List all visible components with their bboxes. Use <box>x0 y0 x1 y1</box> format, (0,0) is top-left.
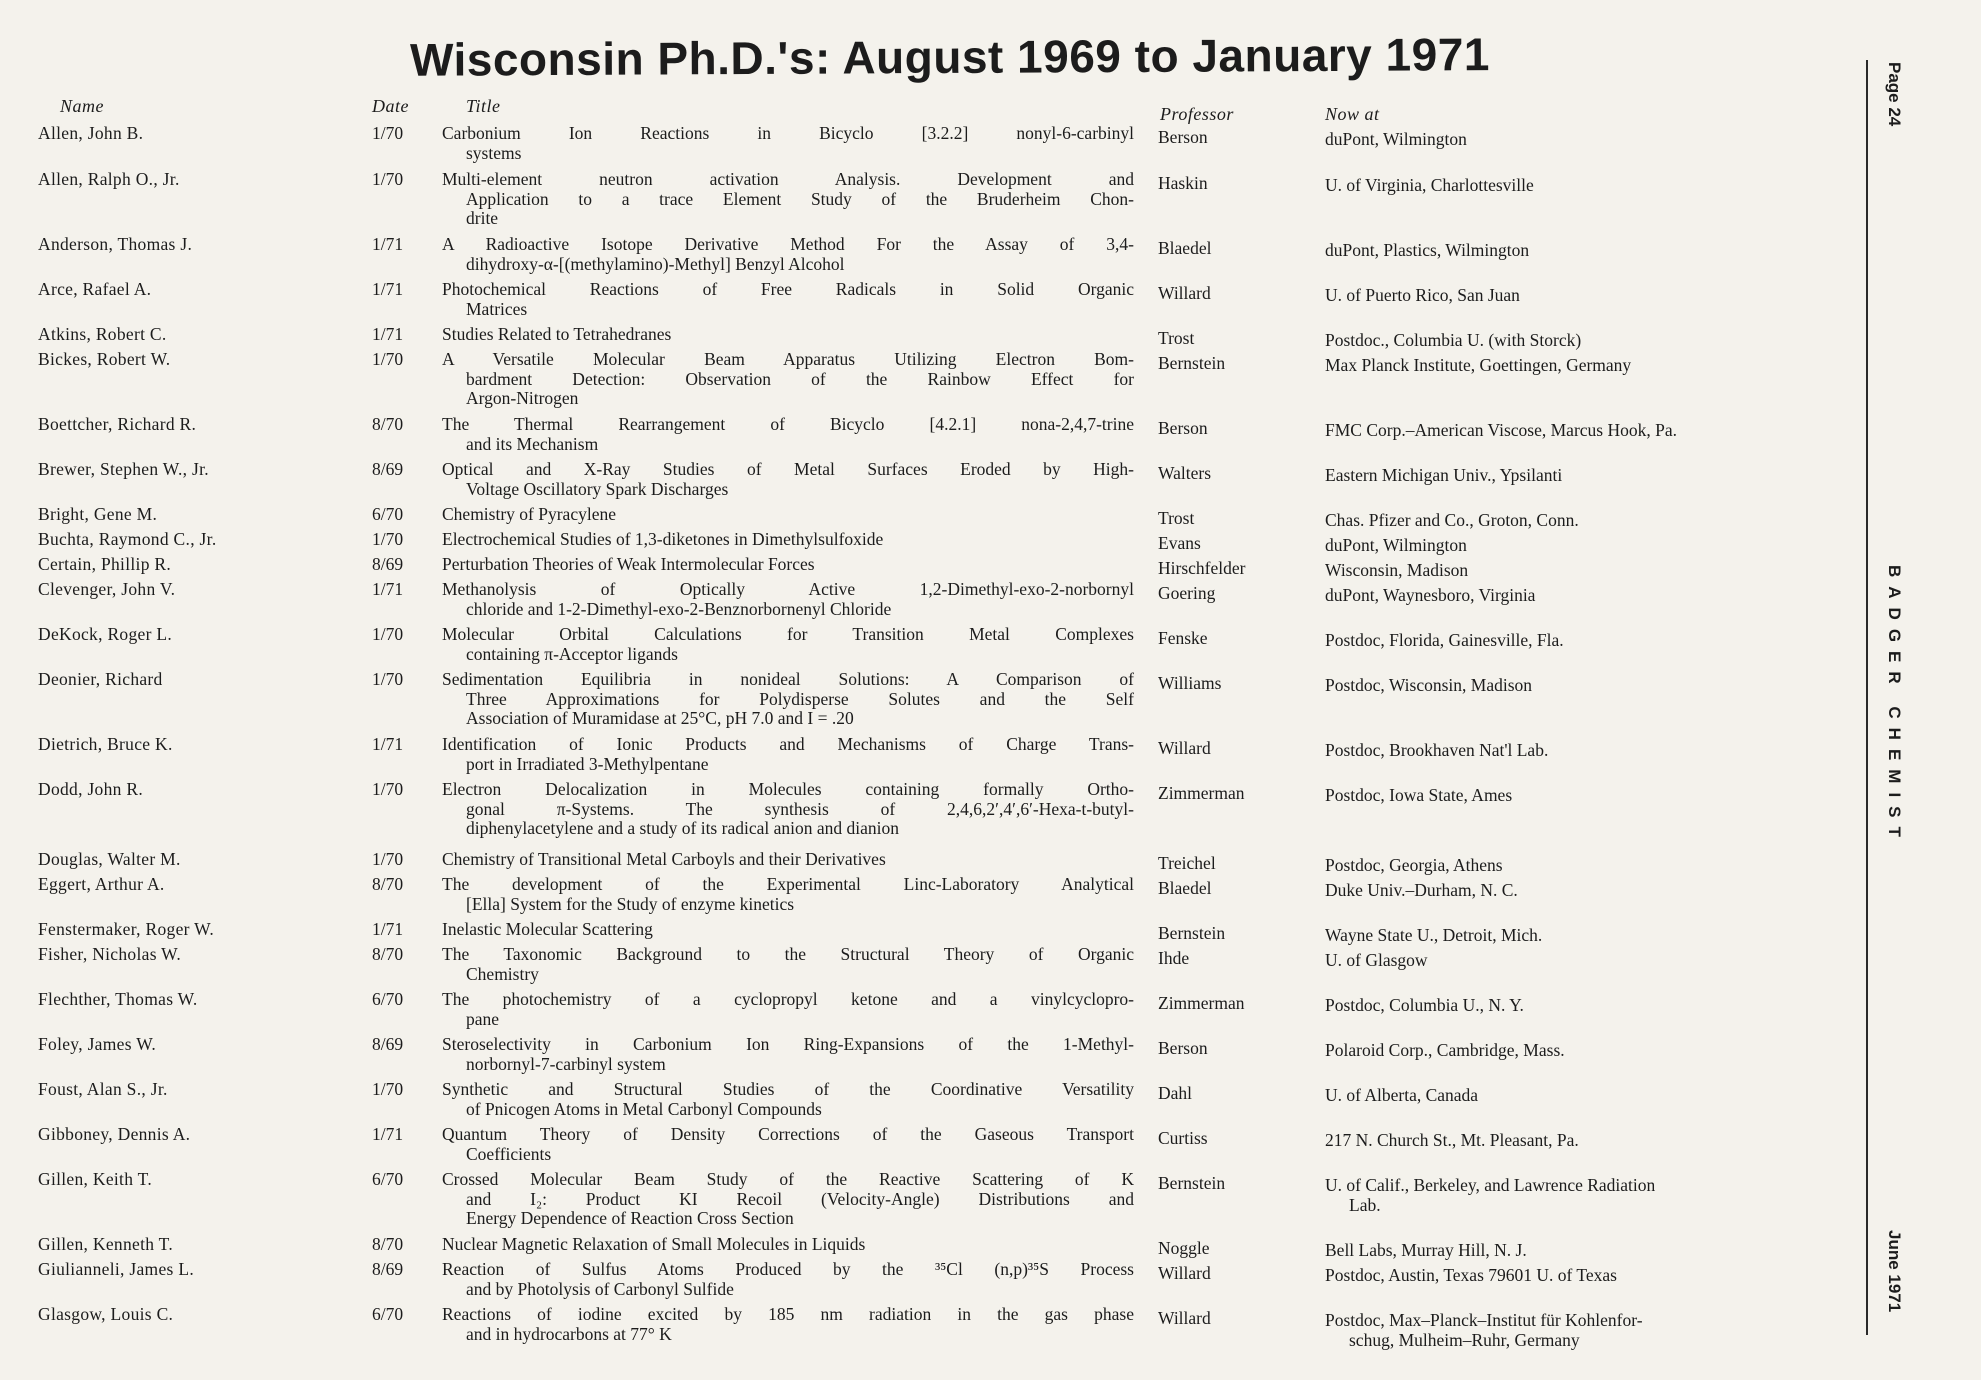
now-at-line: duPont, Wilmington <box>1325 535 1467 555</box>
professor-cell: Willard <box>1158 1308 1211 1328</box>
name-cell: Bright, Gene M. <box>38 504 158 524</box>
title-cell <box>442 505 1134 525</box>
date-cell: 1/71 <box>372 734 404 754</box>
now-at-cell <box>1325 536 1835 556</box>
now-at-line: U. of Virginia, Charlottesville <box>1325 175 1534 195</box>
professor-cell: Willard <box>1158 738 1211 758</box>
name-cell: Bickes, Robert W. <box>38 349 171 369</box>
now-at-line: Postdoc, Iowa State, Ames <box>1325 785 1513 805</box>
now-at-cell <box>1325 951 1835 971</box>
title-line: Matrices <box>466 298 528 319</box>
title-cell <box>442 555 1134 575</box>
title-line: Inelastic Molecular Scattering <box>442 919 653 939</box>
title-cell <box>442 280 1134 319</box>
now-at-cell <box>1325 561 1835 581</box>
title-cell <box>442 670 1134 729</box>
title-cell <box>442 780 1134 839</box>
title-line: Reactions of iodine excited by 185 nm radiation in the gas phase <box>442 1304 1134 1324</box>
title-line: Voltage Oscillatory Spark Discharges <box>466 478 729 499</box>
issue-date: June 1971 <box>1885 1230 1904 1313</box>
title-line: dihydroxy-α-[(methylamino)-Methyl] Benzyl Alcohol <box>466 253 845 274</box>
date-cell: 1/70 <box>372 529 404 549</box>
title-line: Association of Muramidase at 25°C, pH 7.0 and I = .20 <box>466 708 854 728</box>
title-line: The photochemistry of a cyclopropyl ketone and a vinylcyclopro- <box>442 989 1134 1009</box>
title-line: Multi-element neutron activation Analysis. Development and <box>442 169 1134 189</box>
title-cell <box>442 530 1134 550</box>
professor-cell: Berson <box>1158 418 1208 438</box>
now-at-line: Postdoc, Austin, Texas 79601 U. of Texas <box>1325 1265 1617 1285</box>
title-line: Molecular Orbital Calculations for Transition Metal Complexes <box>442 624 1134 644</box>
date-cell: 8/69 <box>372 1034 404 1054</box>
title-line: and its Mechanism <box>466 433 599 454</box>
header-title: Title <box>466 96 501 116</box>
now-at-line: Postdoc, Max–Planck–Institut für Kohlenfor- <box>1325 1310 1643 1330</box>
title-line: and in hydrocarbons at 77° K <box>466 1323 672 1344</box>
title-line: Chemistry <box>466 963 539 984</box>
now-at-line: duPont, Waynesboro, Virginia <box>1325 585 1536 605</box>
name-cell: Certain, Phillip R. <box>38 554 172 574</box>
title-line: A Radioactive Isotope Derivative Method For the Assay of 3,4- <box>442 234 1134 254</box>
now-at-cell <box>1325 466 1835 486</box>
name-cell: Anderson, Thomas J. <box>38 234 193 254</box>
title-line: Application to a trace Element Study of the Bruderheim Chon- <box>466 188 1134 209</box>
title-cell <box>442 1125 1134 1164</box>
title-cell <box>442 580 1134 619</box>
title-cell <box>442 1080 1134 1119</box>
date-cell: 1/70 <box>372 849 404 869</box>
now-at-cell <box>1325 631 1835 651</box>
name-cell: Arce, Rafael A. <box>38 279 152 299</box>
date-cell: 6/70 <box>372 504 404 524</box>
title-line: Optical and X-Ray Studies of Metal Surfaces Eroded by High- <box>442 459 1134 479</box>
date-cell: 8/69 <box>372 1259 404 1279</box>
professor-cell: Willard <box>1158 1263 1211 1283</box>
title-cell <box>442 875 1134 914</box>
date-cell: 8/70 <box>372 874 404 894</box>
title-line: Electrochemical Studies of 1,3-diketones in Dimethylsulfoxide <box>442 529 884 549</box>
professor-cell: Willard <box>1158 283 1211 303</box>
now-at-cell <box>1325 331 1835 351</box>
title-cell <box>442 124 1134 163</box>
title-line: pane <box>466 1008 500 1029</box>
name-cell: Gillen, Kenneth T. <box>38 1234 174 1254</box>
date-cell: 1/70 <box>372 624 404 644</box>
title-line: Photochemical Reactions of Free Radicals in Solid Organic <box>442 279 1134 299</box>
now-at-line: duPont, Wilmington <box>1325 129 1467 149</box>
name-cell: Eggert, Arthur A. <box>38 874 165 894</box>
header-date: Date <box>372 96 409 116</box>
title-cell <box>442 920 1134 940</box>
title-line: drite <box>466 208 499 228</box>
professor-cell: Curtiss <box>1158 1128 1208 1148</box>
title-line: The Thermal Rearrangement of Bicyclo [4.2.1] nona-2,4,7-trine <box>442 414 1134 434</box>
title-line: The development of the Experimental Linc-Laboratory Analytical <box>442 874 1134 894</box>
professor-cell: Zimmerman <box>1158 783 1245 803</box>
now-at-line: U. of Calif., Berkeley, and Lawrence Radiation <box>1325 1175 1656 1195</box>
name-cell: Clevenger, John V. <box>38 579 176 599</box>
title-line: and I₂: Product KI Recoil (Velocity-Angle) Distributions and <box>466 1188 1134 1209</box>
professor-cell: Dahl <box>1158 1083 1193 1103</box>
now-at-cell <box>1325 511 1835 531</box>
title-line: Argon-Nitrogen <box>466 388 579 408</box>
now-at-cell <box>1325 1131 1835 1151</box>
date-cell: 8/70 <box>372 1234 404 1254</box>
title-cell <box>442 850 1134 870</box>
professor-cell: Treichel <box>1158 853 1216 873</box>
date-cell: 1/71 <box>372 324 404 344</box>
title-line: Chemistry of Pyracylene <box>442 504 616 524</box>
title-line: Sedimentation Equilibria in nonideal Solutions: A Comparison of <box>442 669 1134 689</box>
sidebar-rule <box>1866 60 1868 1335</box>
now-at-line: Eastern Michigan Univ., Ypsilanti <box>1325 465 1563 485</box>
name-cell: DeKock, Roger L. <box>38 624 173 644</box>
name-cell: Foley, James W. <box>38 1034 157 1054</box>
date-cell: 1/71 <box>372 1124 404 1144</box>
title-line: gonal π-Systems. The synthesis of 2,4,6,2′,4′,6′-Hexa-t-butyl- <box>466 798 1134 819</box>
now-at-cell <box>1325 1176 1835 1215</box>
now-at-cell <box>1325 1041 1835 1061</box>
now-at-line: U. of Glasgow <box>1325 950 1428 970</box>
date-cell: 1/70 <box>372 669 404 689</box>
title-cell <box>442 325 1134 345</box>
name-cell: Douglas, Walter M. <box>38 849 181 869</box>
title-cell <box>442 460 1134 499</box>
name-cell: Boettcher, Richard R. <box>38 414 197 434</box>
header-name: Name <box>60 96 104 116</box>
name-cell: Allen, John B. <box>38 123 144 143</box>
professor-cell: Berson <box>1158 1038 1208 1058</box>
title-cell <box>442 1035 1134 1074</box>
now-at-cell <box>1325 286 1835 306</box>
now-at-cell <box>1325 421 1835 441</box>
now-at-line: duPont, Plastics, Wilmington <box>1325 240 1530 260</box>
title-line: The Taxonomic Background to the Structural Theory of Organic <box>442 944 1134 964</box>
now-at-cell <box>1325 1241 1835 1261</box>
title-line: Methanolysis of Optically Active 1,2-Dimethyl-exo-2-norbornyl <box>442 579 1134 599</box>
professor-cell: Fenske <box>1158 628 1208 648</box>
now-at-cell <box>1325 1266 1835 1286</box>
now-at-line: Postdoc, Wisconsin, Madison <box>1325 675 1533 695</box>
title-line: port in Irradiated 3-Methylpentane <box>466 753 709 774</box>
title-line: Quantum Theory of Density Corrections of the Gaseous Transport <box>442 1124 1134 1144</box>
page-title: Wisconsin Ph.D.'s: August 1969 to January 1971 <box>409 28 1491 86</box>
now-at-cell <box>1325 881 1835 901</box>
professor-cell: Blaedel <box>1158 878 1212 898</box>
date-cell: 1/70 <box>372 1079 404 1099</box>
professor-cell: Trost <box>1158 508 1195 528</box>
now-at-line: Wayne State U., Detroit, Mich. <box>1325 925 1543 945</box>
date-cell: 8/69 <box>372 554 404 574</box>
now-at-line: Postdoc, Florida, Gainesville, Fla. <box>1325 630 1564 650</box>
title-line: [Ella] System for the Study of enzyme kinetics <box>466 893 795 914</box>
now-at-cell <box>1325 356 1835 376</box>
now-at-line: Bell Labs, Murray Hill, N. J. <box>1325 1240 1527 1260</box>
date-cell: 1/71 <box>372 579 404 599</box>
now-at-cell <box>1325 586 1835 606</box>
date-cell: 8/70 <box>372 944 404 964</box>
date-cell: 6/70 <box>372 1304 404 1324</box>
now-at-line: Postdoc, Georgia, Athens <box>1325 855 1503 875</box>
now-at-cell <box>1325 926 1835 946</box>
date-cell: 1/70 <box>372 169 404 189</box>
now-at-line: Postdoc, Brookhaven Nat'l Lab. <box>1325 740 1549 760</box>
professor-cell: Trost <box>1158 328 1195 348</box>
now-at-cell <box>1325 1311 1835 1350</box>
title-cell <box>442 990 1134 1029</box>
now-at-line: 217 N. Church St., Mt. Pleasant, Pa. <box>1325 1130 1579 1150</box>
title-line: Carbonium Ion Reactions in Bicyclo [3.2.2] nonyl-6-carbinyl <box>442 123 1134 143</box>
date-cell: 6/70 <box>372 989 404 1009</box>
professor-cell: Ihde <box>1158 948 1190 968</box>
name-cell: Deonier, Richard <box>38 669 163 689</box>
title-line: containing π-Acceptor ligands <box>466 643 678 664</box>
name-cell: Foust, Alan S., Jr. <box>38 1079 168 1099</box>
date-cell: 1/70 <box>372 779 404 799</box>
name-cell: Giulianneli, James L. <box>38 1259 194 1279</box>
title-line: Identification of Ionic Products and Mechanisms of Charge Trans- <box>442 734 1134 754</box>
now-at-line: Wisconsin, Madison <box>1325 560 1469 580</box>
now-at-cell <box>1325 130 1835 150</box>
page-number: Page 24 <box>1885 62 1904 127</box>
date-cell: 1/71 <box>372 234 404 254</box>
header-professor: Professor <box>1160 104 1234 124</box>
now-at-line: Polaroid Corp., Cambridge, Mass. <box>1325 1040 1565 1060</box>
title-line: and by Photolysis of Carbonyl Sulfide <box>466 1278 734 1299</box>
now-at-cell <box>1325 996 1835 1016</box>
title-line: Perturbation Theories of Weak Intermolecular Forces <box>442 554 815 574</box>
name-cell: Fenstermaker, Roger W. <box>38 919 215 939</box>
now-at-cell <box>1325 176 1835 196</box>
title-cell <box>442 415 1134 454</box>
name-cell: Atkins, Robert C. <box>38 324 167 344</box>
title-line: bardment Detection: Observation of the Rainbow Effect for <box>466 368 1134 389</box>
title-cell <box>442 1235 1134 1255</box>
name-cell: Dodd, John R. <box>38 779 144 799</box>
professor-cell: Goering <box>1158 583 1216 603</box>
date-cell: 8/69 <box>372 459 404 479</box>
professor-cell: Bernstein <box>1158 353 1226 373</box>
header-now-at: Now at <box>1325 104 1380 124</box>
date-cell: 1/70 <box>372 349 404 369</box>
title-cell <box>442 625 1134 664</box>
title-line: chloride and 1-2-Dimethyl-exo-2-Benznorbornenyl Chloride <box>466 598 892 619</box>
date-cell: 1/70 <box>372 123 404 143</box>
professor-cell: Noggle <box>1158 1238 1210 1258</box>
title-cell <box>442 735 1134 774</box>
now-at-line: Duke Univ.–Durham, N. C. <box>1325 880 1518 900</box>
name-cell: Glasgow, Louis C. <box>38 1304 174 1324</box>
name-cell: Dietrich, Bruce K. <box>38 734 173 754</box>
title-line: Energy Dependence of Reaction Cross Section <box>466 1208 794 1228</box>
name-cell: Buchta, Raymond C., Jr. <box>38 529 217 549</box>
title-line: Crossed Molecular Beam Study of the Reactive Scattering of K <box>442 1169 1134 1189</box>
title-line: Reaction of Sulfus Atoms Produced by the ³⁵Cl (n,p)³⁵S Process <box>442 1259 1134 1279</box>
professor-cell: Bernstein <box>1158 923 1226 943</box>
professor-cell: Walters <box>1158 463 1212 483</box>
professor-cell: Blaedel <box>1158 238 1212 258</box>
title-line: Coefficients <box>466 1143 552 1164</box>
now-at-cell <box>1325 1086 1835 1106</box>
name-cell: Gibboney, Dennis A. <box>38 1124 191 1144</box>
date-cell: 8/70 <box>372 414 404 434</box>
title-line: Studies Related to Tetrahedranes <box>442 324 672 344</box>
now-at-line: Chas. Pfizer and Co., Groton, Conn. <box>1325 510 1579 530</box>
professor-cell: Hirschfelder <box>1158 558 1246 578</box>
now-at-line: Lab. <box>1349 1194 1381 1215</box>
professor-cell: Bernstein <box>1158 1173 1226 1193</box>
title-cell <box>442 945 1134 984</box>
title-line: Steroselectivity in Carbonium Ion Ring-Expansions of the 1-Methyl- <box>442 1034 1134 1054</box>
title-cell <box>442 1260 1134 1299</box>
name-cell: Flechther, Thomas W. <box>38 989 198 1009</box>
title-cell <box>442 350 1134 409</box>
now-at-line: U. of Puerto Rico, San Juan <box>1325 285 1520 305</box>
date-cell: 6/70 <box>372 1169 404 1189</box>
now-at-line: Max Planck Institute, Goettingen, Germany <box>1325 355 1632 375</box>
professor-cell: Williams <box>1158 673 1222 693</box>
title-cell <box>442 170 1134 229</box>
now-at-cell <box>1325 241 1835 261</box>
date-cell: 1/71 <box>372 919 404 939</box>
title-cell <box>442 235 1134 274</box>
professor-cell: Evans <box>1158 533 1201 553</box>
title-line: Synthetic and Structural Studies of the Coordinative Versatility <box>442 1079 1134 1099</box>
professor-cell: Berson <box>1158 127 1208 147</box>
title-line: diphenylacetylene and a study of its radical anion and dianion <box>466 818 899 838</box>
title-line: Chemistry of Transitional Metal Carboyls and their Derivatives <box>442 849 886 869</box>
title-line: norbornyl-7-carbinyl system <box>466 1053 666 1074</box>
title-line: Three Approximations for Polydisperse Solutes and the Self <box>466 688 1134 709</box>
date-cell: 1/71 <box>372 279 404 299</box>
now-at-line: Postdoc., Columbia U. (with Storck) <box>1325 330 1582 350</box>
now-at-cell <box>1325 786 1835 806</box>
title-cell <box>442 1170 1134 1229</box>
title-line: of Pnicogen Atoms in Metal Carbonyl Compounds <box>466 1098 822 1119</box>
title-line: Electron Delocalization in Molecules containing formally Ortho- <box>442 779 1134 799</box>
title-line: Nuclear Magnetic Relaxation of Small Molecules in Liquids <box>442 1234 866 1254</box>
now-at-line: U. of Alberta, Canada <box>1325 1085 1479 1105</box>
now-at-line: FMC Corp.–American Viscose, Marcus Hook, Pa. <box>1325 420 1677 440</box>
title-line: A Versatile Molecular Beam Apparatus Utilizing Electron Bom- <box>442 349 1134 369</box>
now-at-line: schug, Mulheim–Ruhr, Germany <box>1349 1329 1580 1350</box>
now-at-cell <box>1325 741 1835 761</box>
now-at-line: Postdoc, Columbia U., N. Y. <box>1325 995 1524 1015</box>
title-cell <box>442 1305 1134 1344</box>
name-cell: Brewer, Stephen W., Jr. <box>38 459 209 479</box>
name-cell: Gillen, Keith T. <box>38 1169 152 1189</box>
name-cell: Allen, Ralph O., Jr. <box>38 169 180 189</box>
professor-cell: Haskin <box>1158 173 1208 193</box>
now-at-cell <box>1325 676 1835 696</box>
now-at-cell <box>1325 856 1835 876</box>
magazine-name: BADGER CHEMIST <box>1885 565 1904 846</box>
professor-cell: Zimmerman <box>1158 993 1245 1013</box>
title-line: systems <box>466 142 522 163</box>
name-cell: Fisher, Nicholas W. <box>38 944 182 964</box>
